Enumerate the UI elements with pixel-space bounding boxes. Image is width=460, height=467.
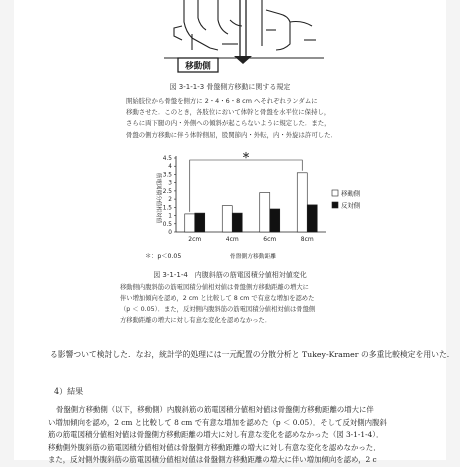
shift-arrow-icon xyxy=(234,56,252,64)
chart-legend xyxy=(332,189,361,210)
text-line: い増加傾向を認め，2 cm と比較して 8 cm で有意な増加を認めた（p ＜ 0.05）．そして反対側内腹斜 xyxy=(48,417,387,427)
y-tick-label: 0.5 xyxy=(162,221,172,228)
body-text-line: る影響ついて検討した．なお，統計学的処理には一元配置の分散分析と Tukey-Kramer の多重比較検定を用いた． xyxy=(50,350,455,359)
text-line: 移動させた．このとき，各肢位において体幹と骨盤を水平位に保持し， xyxy=(126,108,331,117)
y-tick-label: 0 xyxy=(168,230,172,236)
y-tick-label: 1.5 xyxy=(162,205,172,212)
bar-opposite-side xyxy=(307,205,317,232)
bar-opposite-side xyxy=(232,213,242,232)
significance-bracket xyxy=(190,151,303,212)
y-tick-label: 4.5 xyxy=(162,156,172,162)
x-axis-label: 骨盤側方移動距離 xyxy=(229,254,277,260)
y-tick-label: 1 xyxy=(168,213,172,220)
significance-star: ＊ xyxy=(242,151,250,160)
bar-opposite-side xyxy=(270,209,280,232)
x-tick-label: 6cm xyxy=(263,236,277,243)
significance-line xyxy=(190,160,303,212)
emg-bar-chart xyxy=(118,148,368,272)
bar-opposite-side xyxy=(195,213,205,232)
moving-side-label: 移動側 xyxy=(185,61,211,72)
legend-label: 反対側 xyxy=(341,201,361,210)
text-line: 伴い増加傾向を認め，2 cm と比較して 8 cm で有意な増加を認めた xyxy=(120,295,315,302)
figure2-description xyxy=(120,282,370,326)
section-heading-results: 4）結果 xyxy=(54,387,84,396)
text-line: さらに両下腿の内・外側への傾斜が起こらないように規定した．また， xyxy=(126,119,331,128)
text-line: 開始肢位から骨盤を側方に 2・4・6・8 cm へそれぞれランダムに xyxy=(126,97,318,105)
text-line: また，反対側外腹斜筋の筋電図積分値相対値は骨盤側方移動距離の増大に伴い増加傾向を認め，2 c xyxy=(48,455,377,465)
text-line: 筋の筋電図積分値相対値は骨盤側方移動距離の増大に対し有意な変化を認めなかった（図 3-1-1-4）． xyxy=(48,430,384,440)
bar-moving-side xyxy=(185,214,195,232)
legend-swatch xyxy=(332,190,338,196)
page xyxy=(14,0,455,465)
y-tick-label: 2 xyxy=(168,197,172,204)
x-tick-label: 8cm xyxy=(300,236,314,243)
figure2-caption: 図 3-1-1-4 内腹斜筋の筋電図積分値相対値変化 xyxy=(153,271,307,279)
y-tick-label: 4 xyxy=(168,164,172,171)
text-line: 骨盤側方移動側（以下，移動側）内腹斜筋の筋電図積分値相対値は骨盤側方移動距離の増大に伴 xyxy=(56,405,374,414)
text-line: 移動側外腹斜筋の筋電図積分値相対値は骨盤側方移動距離の増大に対し有意な変化を認めなかった． xyxy=(48,442,381,452)
text-line: （p ＜ 0.05）．また，反対側内腹斜筋の筋電図積分値相対値は骨盤側 xyxy=(120,306,316,313)
text-line: 方移動距離の増大に対し有意な変化を認めなかった． xyxy=(120,317,272,324)
legend-label: 移動側 xyxy=(341,189,361,198)
text-line: 骨盤の側方移動に伴う体幹側屈，股関節内・外転，内・外旋は許可した． xyxy=(126,130,337,139)
figure1-description xyxy=(126,96,362,141)
bar-moving-side xyxy=(222,206,232,232)
text-line: 移動側内腹斜筋の筋電図積分値相対値は骨盤側方移動距離の増大に xyxy=(120,284,309,291)
significance-note: ＊：p＜0.05 xyxy=(145,253,182,260)
y-tick-label: 2.5 xyxy=(162,188,172,195)
y-axis-label: 筋電図積分値相対値 xyxy=(155,172,161,224)
body-figure-outline xyxy=(174,0,316,50)
x-tick-label: 2cm xyxy=(188,236,202,243)
y-tick-label: 3 xyxy=(168,180,172,187)
pelvis-shift-diagram xyxy=(14,0,446,82)
chart-bars xyxy=(185,173,318,232)
shift-guide-lines xyxy=(240,0,246,56)
y-tick-label: 3.5 xyxy=(162,172,172,179)
bar-moving-side xyxy=(260,193,270,232)
figure1-caption: 図 3-1-1-3 骨盤側方移動に関する規定 xyxy=(169,83,291,91)
results-paragraph xyxy=(48,404,442,467)
bar-moving-side xyxy=(297,173,307,232)
legend-swatch xyxy=(332,202,338,208)
x-tick-label: 4cm xyxy=(225,236,239,243)
